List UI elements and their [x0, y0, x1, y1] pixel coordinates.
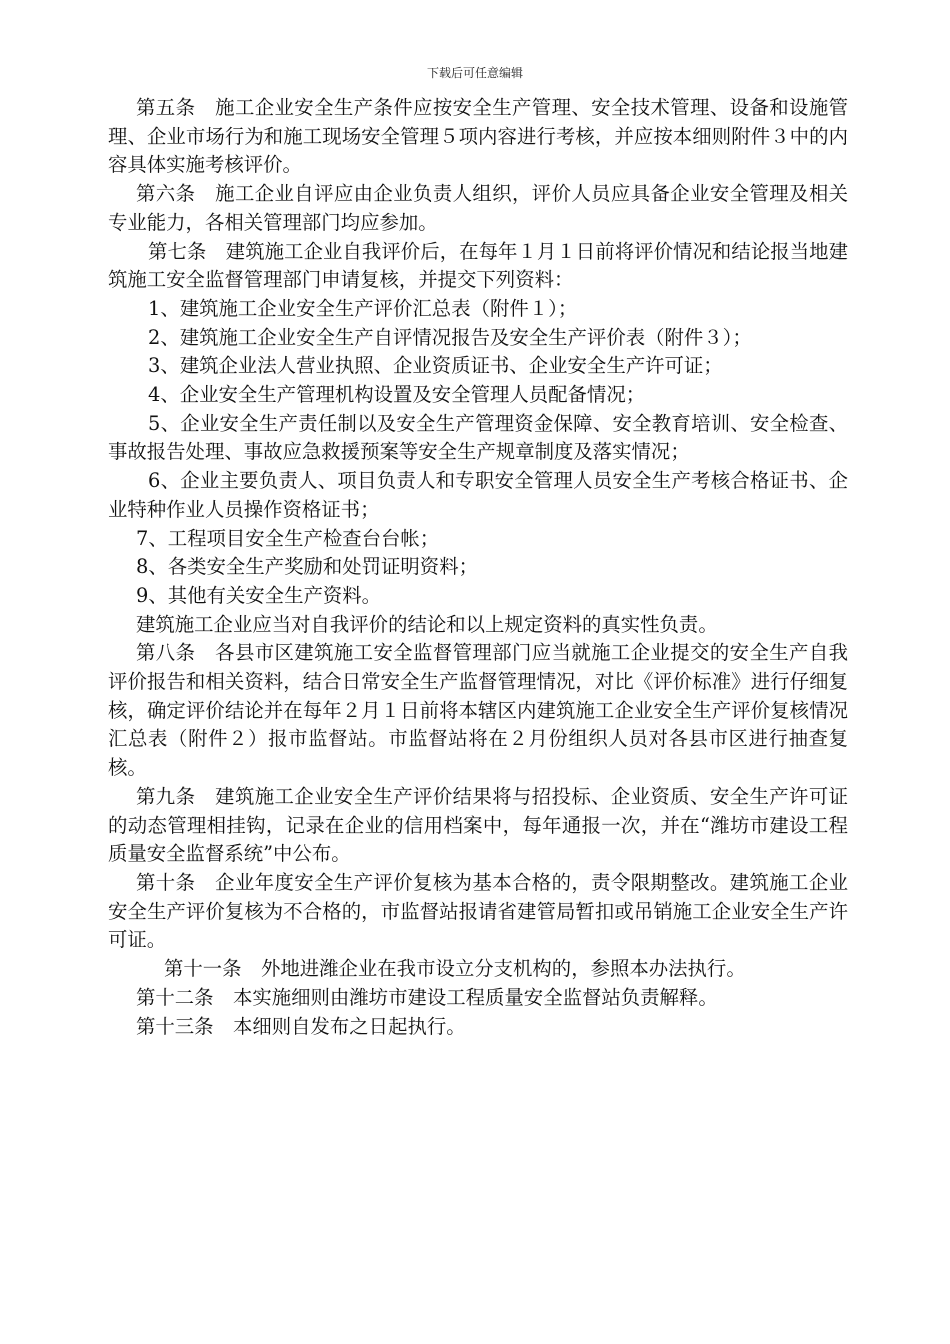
list-item-7: 7、工程项目安全生产检查台台帐；: [136, 526, 440, 550]
list-item-4: 4、企业安全生产管理机构设置及安全管理人员配备情况；: [148, 383, 646, 407]
list-item-1: 1、建筑施工企业安全生产评价汇总表（附件１）；: [148, 296, 578, 320]
article-10: 第十条 企业年度安全生产评价复核为基本合格的，责令限期整改。建筑施工企业安全生产评价复核为不合格的，市监督站报请省建管局暂扣或吊销施工企业安全生产许可证。: [108, 870, 848, 952]
list-item-8: 8、各类安全生产奖励和处罚证明资料；: [136, 555, 478, 579]
article-6: 第六条 施工企业自评应由企业负责人组织，评价人员应具备企业安全管理及相关专业能力，各相关管理部门均应参加。: [108, 182, 848, 234]
article-5: 第五条 施工企业安全生产条件应按安全生产管理、安全技术管理、设备和设施管理、企业市场行为和施工现场安全管理５项内容进行考核，并应按本细则附件３中的内容具体实施考核评价。: [108, 96, 848, 177]
article-7: 第七条 建筑施工企业自我评价后，在每年１月１日前将评价情况和结论报当地建筑施工安全监督管理部门申请复核，并提交下列资料：: [108, 239, 848, 292]
list-item-9: 9、其他有关安全生产资料。: [136, 583, 382, 607]
list-item-2: 2、建筑施工企业安全生产自评情况报告及安全生产评价表（附件３）；: [148, 325, 752, 349]
article-9: 第九条 建筑施工企业安全生产评价结果将与招投标、企业资质、安全生产许可证的动态管理相挂钩，记录在企业的信用档案中，每年通报一次，并在“潍坊市建设工程质量安全监督系统”中公布。: [108, 784, 848, 866]
page-header-note: 下载后可任意编辑: [426, 66, 523, 80]
article-11: 第十一条 外地进潍企业在我市设立分支机构的，参照本办法执行。: [164, 957, 746, 981]
list-item-5: 5、企业安全生产责任制以及安全生产管理资金保障、安全教育培训、安全检查、事故报告处理、事故应急救援预案等安全生产规章制度及落实情况；: [108, 411, 848, 464]
article-13: 第十三条 本细则自发布之日起执行。: [136, 1014, 466, 1038]
list-item-3: 3、建筑企业法人营业执照、企业资质证书、企业安全生产许可证；: [148, 354, 723, 378]
list-item-6: 6、企业主要负责人、项目负责人和专职安全管理人员安全生产考核合格证书、企业特种作业人员操作资格证书；: [108, 469, 848, 521]
article-12: 第十二条 本实施细则由潍坊市建设工程质量安全监督站负责解释。: [136, 985, 718, 1009]
document-body: [108, 94, 848, 1041]
article-8: 第八条 各县市区建筑施工安全监督管理部门应当就施工企业提交的安全生产自我评价报告和相关资料，结合日常安全生产监督管理情况，对比《评价标准》进行仔细复核，确定评价结论并在每年２月１日前将本辖区内建筑施工企业安全生产评价复核情况汇总表（附件２）报市监督站。市监督站将在２月份组织人员对各县市区进行抽查复核。: [108, 641, 848, 780]
responsibility-statement: 建筑施工企业应当对自我评价的结论和以上规定资料的真实性负责。: [136, 612, 718, 636]
